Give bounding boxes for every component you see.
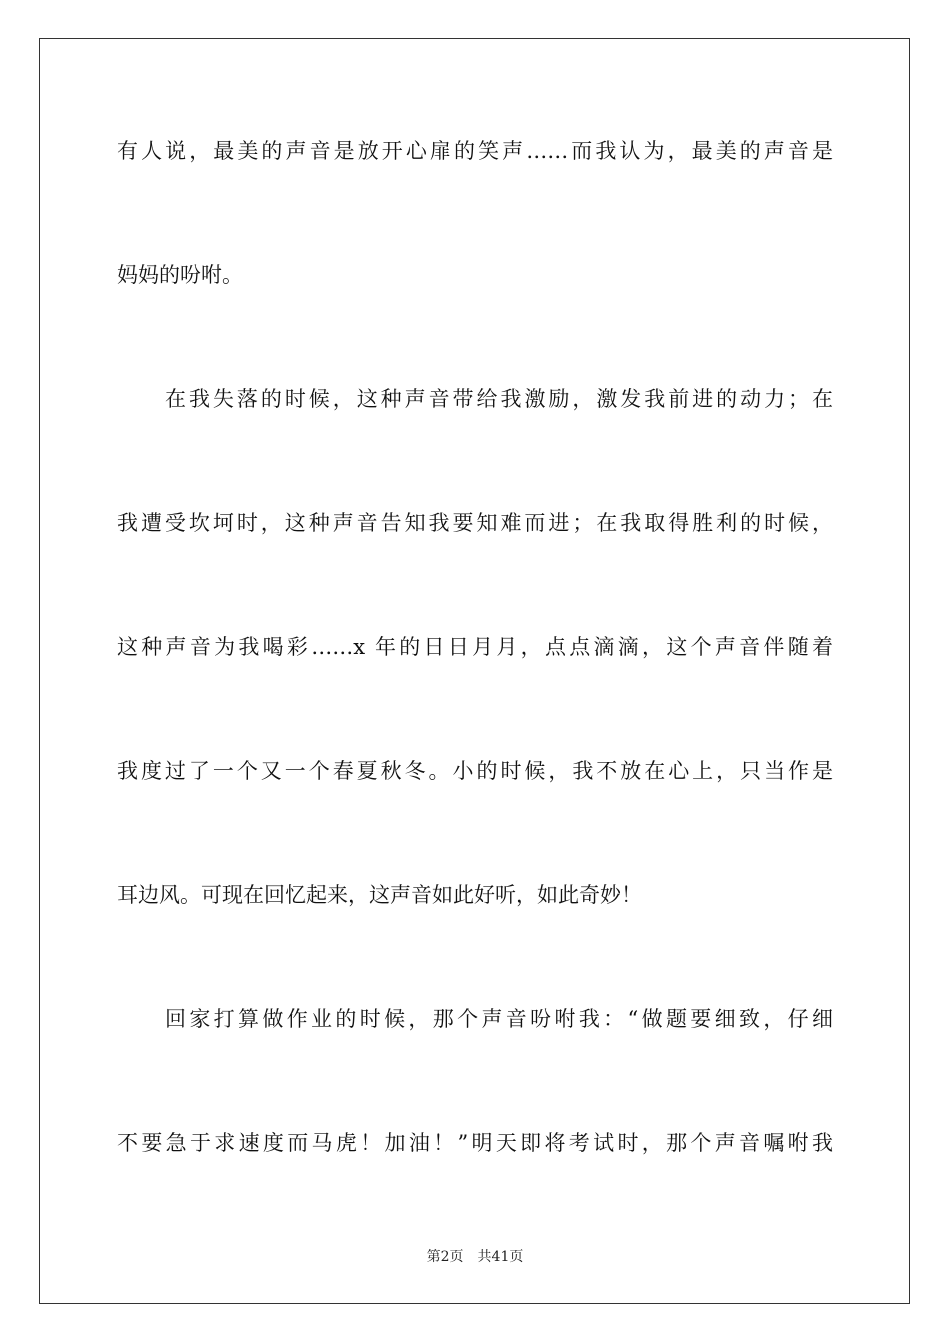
text-line-9: 不要急于求速度而马虎！加油！”明天即将考试时，那个声音嘱咐我 (117, 1131, 833, 1155)
text-line-7: 耳边风。可现在回忆起来，这声音如此好听，如此奇妙！ (117, 883, 642, 907)
text-line-2: 妈妈的吩咐。 (117, 263, 243, 287)
text-line-3: 在我失落的时候，这种声音带给我激励，激发我前进的动力；在 (165, 387, 833, 411)
document-body (117, 124, 833, 1240)
page-total: 共41页 (477, 1249, 524, 1265)
page-footer (0, 1246, 950, 1266)
text-line-5: 这种声音为我喝彩……x 年的日日月月，点点滴滴，这个声音伴随着 (117, 635, 833, 659)
text-line-4: 我遭受坎坷时，这种声音告知我要知难而进；在我取得胜利的时候， (117, 511, 833, 535)
page-number: 第2页 (426, 1249, 464, 1265)
text-line-8: 回家打算做作业的时候，那个声音吩咐我：“做题要细致，仔细 (165, 1007, 833, 1031)
text-line-1: 有人说，最美的声音是放开心扉的笑声……而我认为，最美的声音是 (117, 139, 833, 163)
text-line-6: 我度过了一个又一个春夏秋冬。小的时候，我不放在心上，只当作是 (117, 759, 833, 783)
